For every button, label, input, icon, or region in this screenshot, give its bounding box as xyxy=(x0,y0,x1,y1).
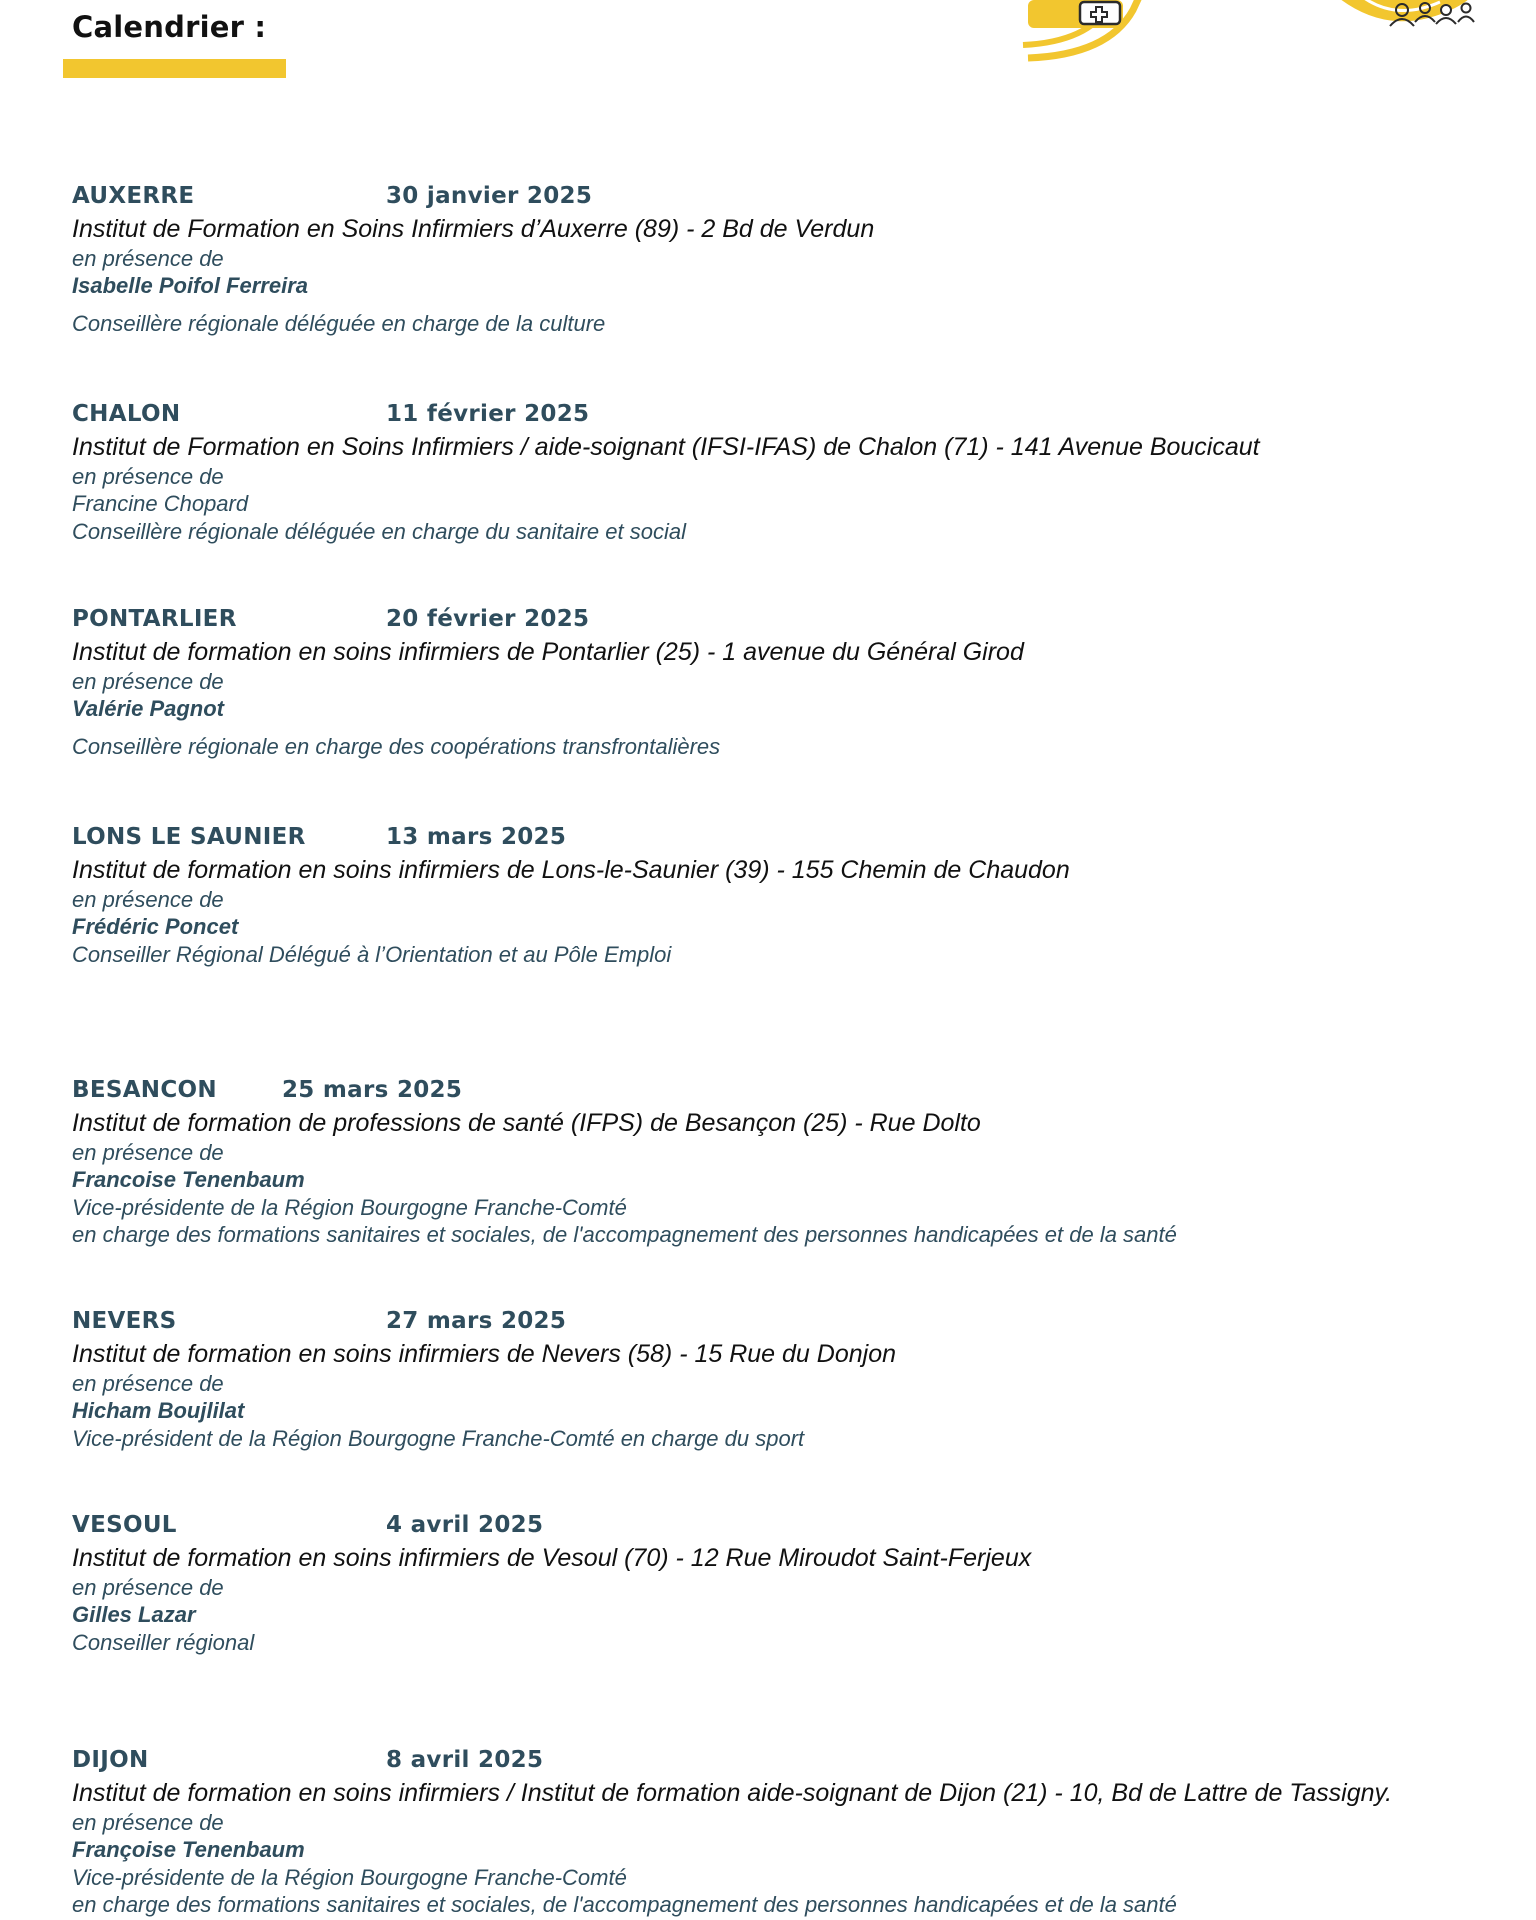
event-presence: en présence de xyxy=(72,1575,224,1600)
event-person: Francoise Tenenbaum xyxy=(72,1167,305,1192)
event-lons-le-saunier xyxy=(72,824,1512,968)
page-title: Calendrier : xyxy=(72,10,267,44)
event-presence: en présence de xyxy=(72,669,224,694)
event-date: 27 mars 2025 xyxy=(386,1308,567,1334)
event-role: Conseiller Régional Délégué à l’Orientation et au Pôle Emploi xyxy=(72,942,672,967)
event-date: 25 mars 2025 xyxy=(282,1077,463,1103)
event-venue: Institut de Formation en Soins Infirmiers / aide-soignant (IFSI-IFAS) de Chalon (71) - 141 Avenue Boucicaut xyxy=(72,433,1260,461)
event-date: 8 avril 2025 xyxy=(386,1747,544,1773)
event-date: 11 février 2025 xyxy=(386,401,590,427)
event-person: Françoise Tenenbaum xyxy=(72,1837,305,1862)
event-venue: Institut de formation en soins infirmiers de Nevers (58) - 15 Rue du Donjon xyxy=(72,1340,896,1368)
event-city: PONTARLIER xyxy=(72,606,237,632)
event-city: VESOUL xyxy=(72,1512,177,1538)
event-city: DIJON xyxy=(72,1747,149,1773)
event-date: 13 mars 2025 xyxy=(386,824,567,850)
event-venue: Institut de formation de professions de santé (IFPS) de Besançon (25) - Rue Dolto xyxy=(72,1109,981,1137)
event-city: NEVERS xyxy=(72,1308,177,1334)
event-role: Vice-présidente de la Région Bourgogne Franche-Comté xyxy=(72,1195,627,1220)
event-role: Conseiller régional xyxy=(72,1630,255,1655)
event-besancon xyxy=(72,1077,1512,1248)
event-person: Valérie Pagnot xyxy=(72,696,225,721)
event-city: LONS LE SAUNIER xyxy=(72,824,306,850)
event-city: BESANCON xyxy=(72,1077,217,1103)
event-vesoul xyxy=(72,1512,1512,1656)
event-role: Vice-président de la Région Bourgogne Franche-Comté en charge du sport xyxy=(72,1426,805,1451)
event-venue: Institut de formation en soins infirmiers de Vesoul (70) - 12 Rue Miroudot Saint-Ferjeux xyxy=(72,1544,1032,1572)
event-presence: en présence de xyxy=(72,1810,224,1835)
event-date: 30 janvier 2025 xyxy=(386,183,593,209)
event-presence: en présence de xyxy=(72,464,224,489)
event-presence: en présence de xyxy=(72,1371,224,1396)
event-role: en charge des formations sanitaires et sociales, de l'accompagnement des personnes handicapées et de la santé xyxy=(72,1222,1177,1247)
event-presence: en présence de xyxy=(72,246,224,271)
event-venue: Institut de formation en soins infirmiers de Lons-le-Saunier (39) - 155 Chemin de Chaudon xyxy=(72,856,1070,884)
event-city: AUXERRE xyxy=(72,183,195,209)
event-person: Francine Chopard xyxy=(72,491,249,516)
event-role: en charge des formations sanitaires et sociales, de l'accompagnement des personnes handicapées et de la santé xyxy=(72,1892,1177,1917)
event-person: Hicham Boujlilat xyxy=(72,1398,245,1423)
event-role: Conseillère régionale déléguée en charge du sanitaire et social xyxy=(72,519,686,544)
event-presence: en présence de xyxy=(72,887,224,912)
calendar-list xyxy=(72,0,1512,1920)
event-city: CHALON xyxy=(72,401,181,427)
event-auxerre xyxy=(72,183,1512,337)
event-role: Conseillère régionale en charge des coopérations transfrontalières xyxy=(72,734,721,759)
event-pontarlier xyxy=(72,606,1512,760)
event-person: Gilles Lazar xyxy=(72,1602,196,1627)
event-chalon xyxy=(72,401,1512,545)
event-date: 20 février 2025 xyxy=(386,606,590,632)
event-date: 4 avril 2025 xyxy=(386,1512,544,1538)
event-role: Vice-présidente de la Région Bourgogne Franche-Comté xyxy=(72,1865,627,1890)
event-presence: en présence de xyxy=(72,1140,224,1165)
event-person: Isabelle Poifol Ferreira xyxy=(72,273,308,298)
event-person: Frédéric Poncet xyxy=(72,914,239,939)
event-role: Conseillère régionale déléguée en charge de la culture xyxy=(72,311,606,336)
event-venue: Institut de Formation en Soins Infirmiers d’Auxerre (89) - 2 Bd de Verdun xyxy=(72,215,875,243)
event-nevers xyxy=(72,1308,1512,1452)
event-venue: Institut de formation en soins infirmiers / Institut de formation aide-soignant de Dijon (21) - 10, Bd de Lattre de Tassigny. xyxy=(72,1779,1393,1807)
event-dijon xyxy=(72,1747,1512,1918)
event-venue: Institut de formation en soins infirmiers de Pontarlier (25) - 1 avenue du Général Girod xyxy=(72,638,1024,666)
